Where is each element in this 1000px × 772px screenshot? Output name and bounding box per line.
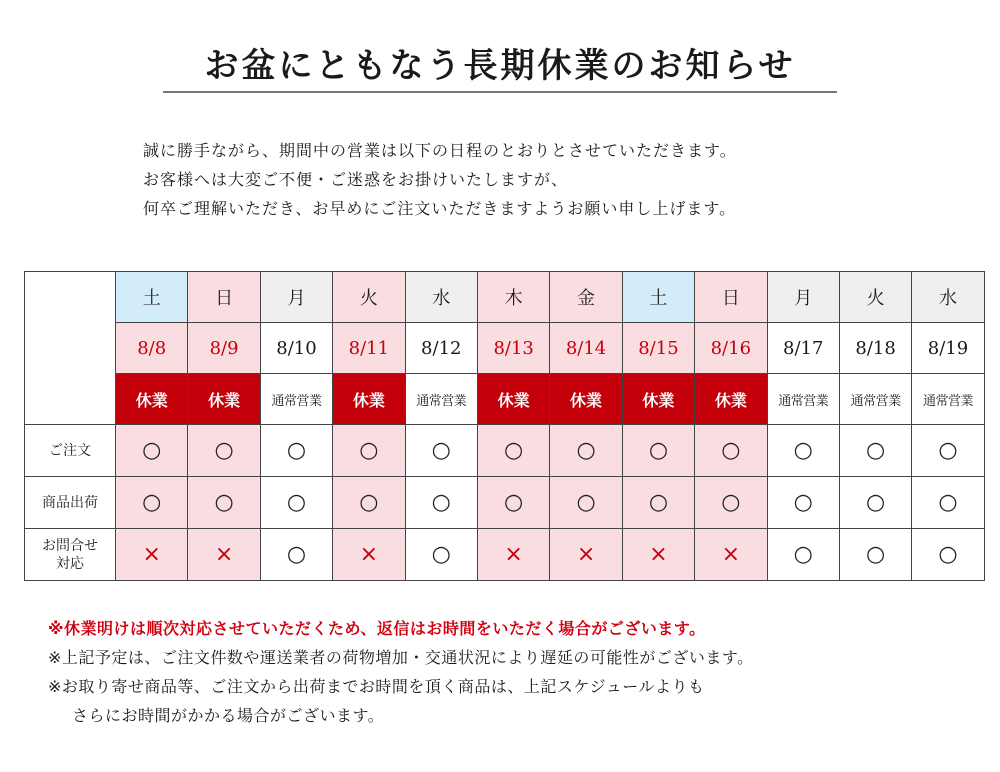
inquiry-mark: ○ [912,529,984,581]
shipping-mark: ○ [477,477,549,529]
title-underline [163,91,837,93]
order-mark: ○ [550,425,622,477]
inquiry-mark: ○ [405,529,477,581]
shipping-mark: ○ [116,477,188,529]
date-cell: 8/19 [912,323,984,374]
inquiry-mark: × [477,529,549,581]
shipping-mark: ○ [767,477,839,529]
intro-paragraph [143,136,903,223]
weekday-cell: 金 [550,272,622,323]
date-cell: 8/11 [333,323,405,374]
row-label-shipping: 商品出荷 [25,477,116,529]
weekday-cell: 火 [333,272,405,323]
inquiry-mark: × [188,529,260,581]
shipping-mark: ○ [333,477,405,529]
intro-line: 誠に勝手ながら、期間中の営業は以下の日程のとおりとさせていただきます。 [143,141,737,160]
order-mark: ○ [477,425,549,477]
status-badge: 休業 [116,374,188,425]
weekday-cell: 土 [622,272,694,323]
order-mark: ○ [912,425,984,477]
intro-line: お客様へは大変ご不便・ご迷惑をお掛けいたしますが、 [143,170,569,189]
weekday-cell: 土 [116,272,188,323]
row-label-inquiry [25,529,116,581]
weekday-cell: 木 [477,272,549,323]
shipping-mark: ○ [405,477,477,529]
schedule-table [24,271,985,581]
weekday-cell: 日 [188,272,260,323]
status-badge: 通常営業 [767,374,839,425]
date-cell: 8/18 [839,323,911,374]
weekday-cell: 日 [695,272,767,323]
shipping-mark: ○ [260,477,332,529]
shipping-mark: ○ [188,477,260,529]
date-cell: 8/16 [695,323,767,374]
inquiry-mark: × [116,529,188,581]
row-label-inquiry-line1: お問合せ [42,537,98,554]
order-row [25,425,985,477]
status-badge: 休業 [695,374,767,425]
row-label-inquiry-line2: 対応 [56,555,84,572]
inquiry-row [25,529,985,581]
note-line: ※休業明けは順次対応させていただくため、返信はお時間をいただく場合がございます。 [48,619,706,638]
weekday-cell: 火 [839,272,911,323]
note-line: さらにお時間がかかる場合がございます。 [72,706,385,725]
inquiry-mark: × [622,529,694,581]
order-mark: ○ [405,425,477,477]
order-mark: ○ [767,425,839,477]
status-badge: 休業 [188,374,260,425]
notes-section [48,614,988,730]
shipping-row [25,477,985,529]
date-cell: 8/17 [767,323,839,374]
order-mark: ○ [695,425,767,477]
row-label-order: ご注文 [25,425,116,477]
weekday-cell: 水 [912,272,984,323]
status-badge: 休業 [622,374,694,425]
order-mark: ○ [260,425,332,477]
note-line: ※お取り寄せ商品等、ご注文から出荷までお時間を頂く商品は、上記スケジュールよりも [48,677,705,696]
shipping-mark: ○ [912,477,984,529]
date-row [25,323,985,374]
date-cell: 8/8 [116,323,188,374]
header-corner [25,272,116,425]
note-line: ※上記予定は、ご注文件数や運送業者の荷物増加・交通状況により遅延の可能性がございます。 [48,648,754,667]
intro-line: 何卒ご理解いただき、お早めにご注文いただきますようお願い申し上げます。 [143,199,737,218]
order-mark: ○ [116,425,188,477]
weekday-cell: 月 [767,272,839,323]
status-badge: 通常営業 [839,374,911,425]
order-mark: ○ [188,425,260,477]
order-mark: ○ [333,425,405,477]
status-badge: 休業 [333,374,405,425]
date-cell: 8/9 [188,323,260,374]
inquiry-mark: ○ [767,529,839,581]
date-cell: 8/14 [550,323,622,374]
shipping-mark: ○ [839,477,911,529]
weekday-cell: 水 [405,272,477,323]
shipping-mark: ○ [622,477,694,529]
date-cell: 8/15 [622,323,694,374]
date-cell: 8/12 [405,323,477,374]
page-title: お盆にともなう長期休業のお知らせ [204,46,796,86]
status-badge: 通常営業 [405,374,477,425]
status-badge: 通常営業 [912,374,984,425]
order-mark: ○ [622,425,694,477]
status-badge: 通常営業 [260,374,332,425]
status-row [25,374,985,425]
status-badge: 休業 [550,374,622,425]
inquiry-mark: × [550,529,622,581]
status-badge: 休業 [477,374,549,425]
weekday-cell: 月 [260,272,332,323]
inquiry-mark: × [333,529,405,581]
inquiry-mark: ○ [260,529,332,581]
date-cell: 8/13 [477,323,549,374]
date-cell: 8/10 [260,323,332,374]
shipping-mark: ○ [695,477,767,529]
weekday-row [25,272,985,323]
order-mark: ○ [839,425,911,477]
inquiry-mark: ○ [839,529,911,581]
inquiry-mark: × [695,529,767,581]
shipping-mark: ○ [550,477,622,529]
